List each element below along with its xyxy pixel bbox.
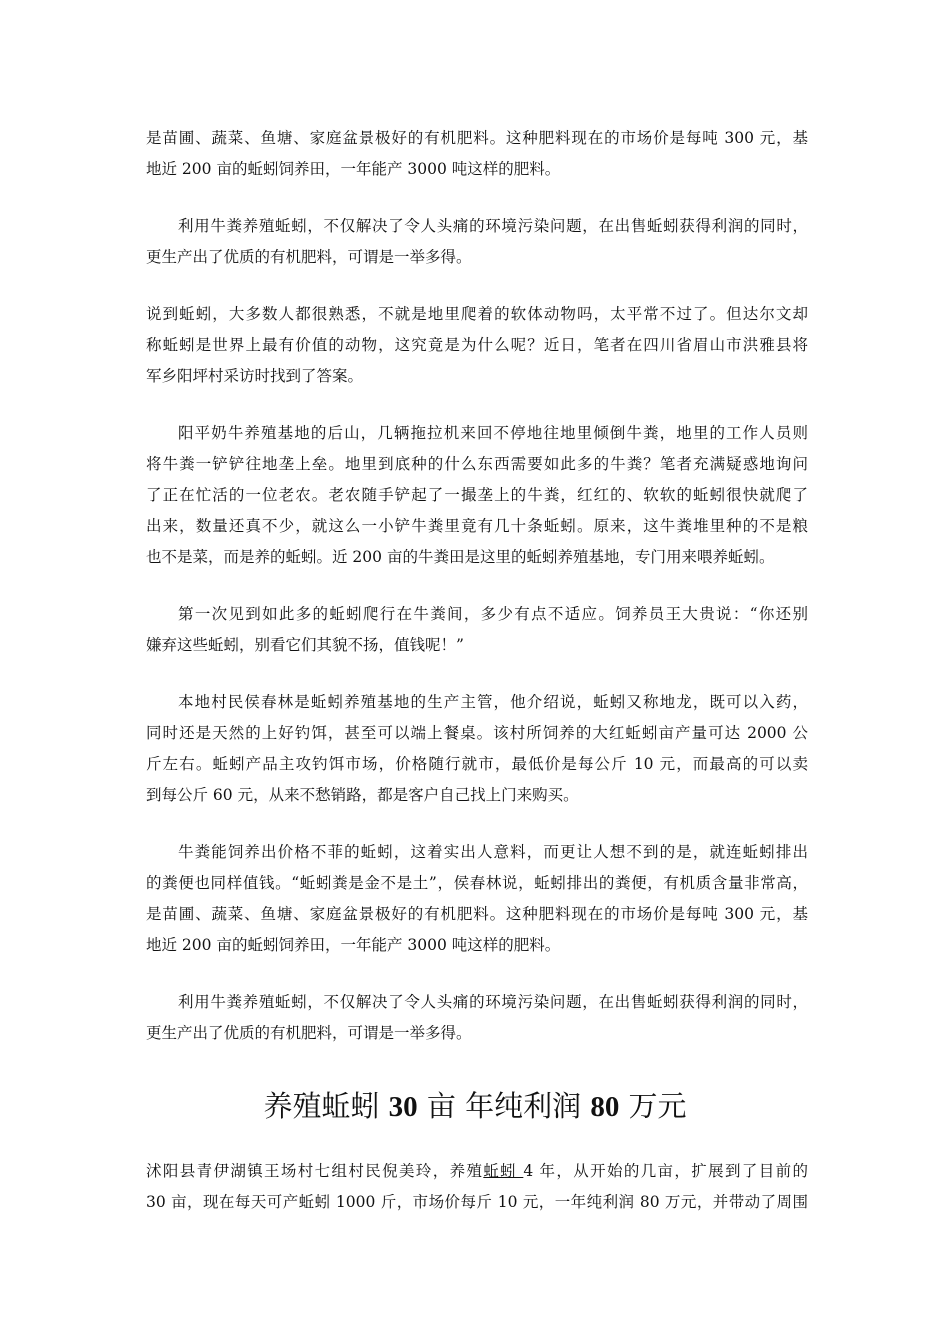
text-line: 阳平奶牛养殖基地的后山，几辆拖拉机来回不停地往地里倾倒牛粪，地里的工作人员则 — [178, 424, 808, 442]
text-line: 30 亩，现在每天可产蚯蚓 1000 斤，市场价每斤 10 元，一年纯利润 80 万元，并带动了周围 — [146, 1193, 808, 1211]
text-line: 第一次见到如此多的蚯蚓爬行在牛粪间，多少有点不适应。饲养员王大贵说：“你还别 — [178, 605, 808, 623]
text-line: 将牛粪一铲铲往地垄上垒。地里到底种的什么东西需要如此多的牛粪？笔者充满疑惑地询问 — [146, 455, 808, 473]
text-line: 牛粪能饲养出价格不菲的蚯蚓，这着实出人意料，而更让人想不到的是，就连蚯蚓排出 — [178, 843, 808, 861]
text-segment: 沭阳县青伊湖镇王场村七组村民倪美玲，养殖 — [146, 1162, 484, 1180]
title-number: 30 — [388, 1091, 418, 1123]
text-line: 斤左右。蚯蚓产品主攻钓饵市场，价格随行就市，最低价是每公斤 10 元，而最高的可以卖 — [146, 755, 808, 773]
title-number: 80 — [590, 1091, 620, 1123]
text-segment: 4 年，从开始的几亩，扩展到了目前的 — [523, 1162, 808, 1180]
text-line: 出来，数量还真不少，就这么一小铲牛粪里竟有几十条蚯蚓。原来，这牛粪堆里种的不是粮 — [146, 517, 808, 535]
text-line: 也不是菜，而是养的蚯蚓。近 200 亩的牛粪田是这里的蚯蚓养殖基地，专门用来喂养蚯蚓。 — [146, 548, 775, 566]
text-line: 是苗圃、蔬菜、鱼塘、家庭盆景极好的有机肥料。这种肥料现在的市场价是每吨 300 元，基 — [146, 905, 808, 923]
text-line: 利用牛粪养殖蚯蚓，不仅解决了令人头痛的环境污染问题，在出售蚯蚓获得利润的同时， — [178, 993, 808, 1011]
text-line: 到每公斤 60 元，从来不愁销路，都是客户自己找上门来购买。 — [146, 786, 579, 804]
keyword-link[interactable]: 蚯蚓 — [483, 1162, 524, 1180]
text-line: 军乡阳坪村采访时找到了答案。 — [146, 367, 364, 385]
title-text: 万元 — [619, 1089, 687, 1123]
text-line: 说到蚯蚓，大多数人都很熟悉，不就是地里爬着的软体动物吗，太平常不过了。但达尔文却 — [146, 305, 808, 323]
text-line: 了正在忙活的一位老农。老农随手铲起了一撮垄上的牛粪，红红的、软软的蚯蚓很快就爬了 — [146, 486, 808, 504]
text-line: 本地村民侯春林是蚯蚓养殖基地的生产主管，他介绍说，蚯蚓又称地龙，既可以入药， — [178, 693, 808, 711]
title-text: 养殖蚯蚓 — [263, 1089, 389, 1123]
text-line: 的粪便也同样值钱。“蚯蚓粪是金不是土”，侯春林说，蚯蚓排出的粪便，有机质含量非常高， — [146, 874, 808, 892]
text-line: 嫌弃这些蚯蚓，别看它们其貌不扬，值钱呢！” — [146, 636, 464, 654]
article-title — [0, 1089, 950, 1123]
text-line: 更生产出了优质的有机肥料，可谓是一举多得。 — [146, 248, 472, 266]
text-line: 更生产出了优质的有机肥料，可谓是一举多得。 — [146, 1024, 472, 1042]
text-line: 是苗圃、蔬菜、鱼塘、家庭盆景极好的有机肥料。这种肥料现在的市场价是每吨 300 元，基 — [146, 129, 808, 147]
text-line: 称蚯蚓是世界上最有价值的动物，这究竟是为什么呢？近日，笔者在四川省眉山市洪雅县将 — [146, 336, 808, 354]
text-line: 地近 200 亩的蚯蚓饲养田，一年能产 3000 吨这样的肥料。 — [146, 936, 561, 954]
title-text: 亩 年纯利润 — [417, 1089, 591, 1123]
text-line: 地近 200 亩的蚯蚓饲养田，一年能产 3000 吨这样的肥料。 — [146, 160, 561, 178]
text-line — [146, 1164, 808, 1180]
text-line: 同时还是天然的上好钓饵，甚至可以端上餐桌。该村所饲养的大红蚯蚓亩产量可达 2000 公 — [146, 724, 808, 742]
text-line: 利用牛粪养殖蚯蚓，不仅解决了令人头痛的环境污染问题，在出售蚯蚓获得利润的同时， — [178, 217, 808, 235]
